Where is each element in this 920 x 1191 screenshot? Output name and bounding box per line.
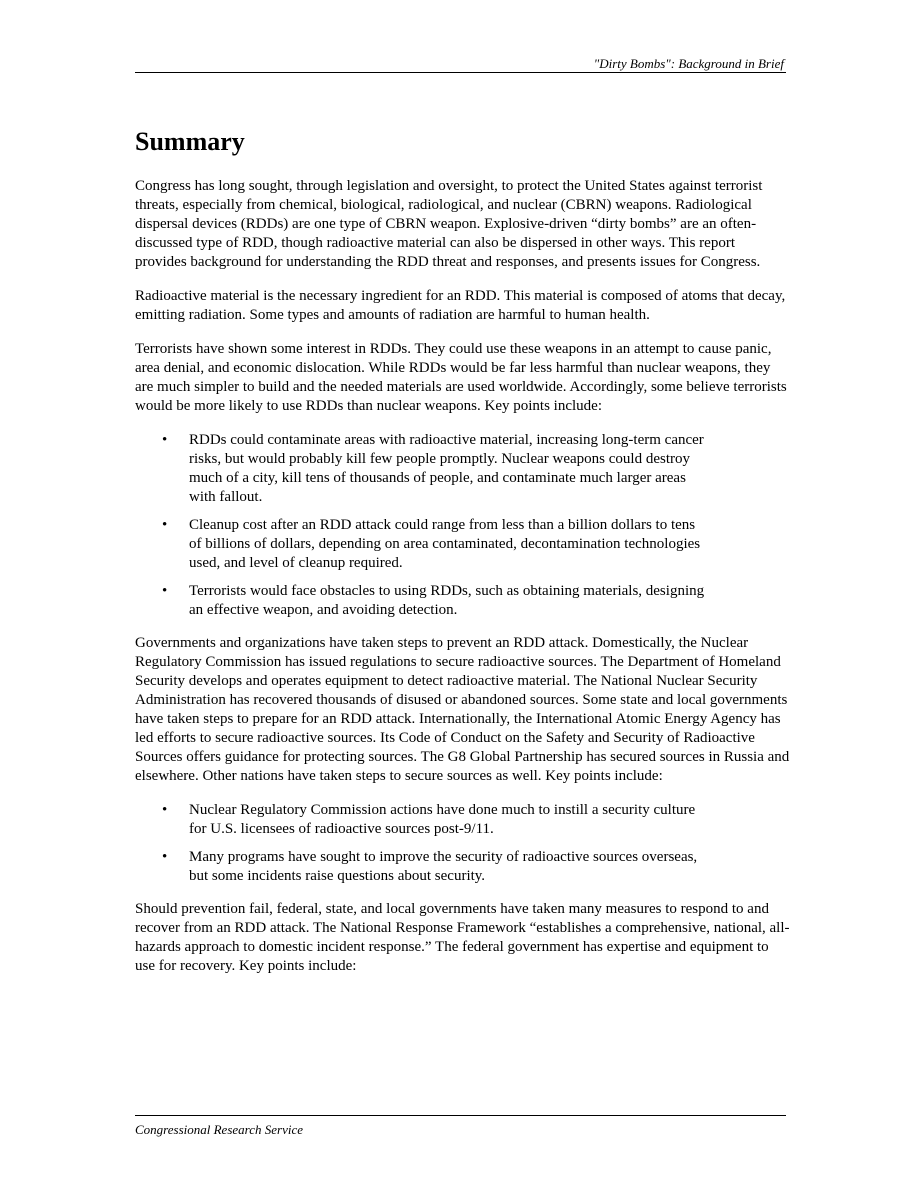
bullet-icon: • <box>162 432 168 448</box>
page-content <box>135 126 790 991</box>
list-item <box>135 431 709 507</box>
bullet-icon: • <box>162 849 168 865</box>
running-header <box>135 52 786 73</box>
list-item <box>135 582 709 620</box>
paragraph: Congress has long sought, through legislation and oversight, to protect the United States against terrorist threats, especially from chemical, biological, radiological, and nuclear (CBRN) weapons. Radiological dispersal devices (RDDs) are one type of CBRN weapon. Explosive-driven “dirty bombs” are an often-discussed type of RDD, though radioactive material can also be dispersed in other ways. This report provides background for understanding the RDD threat and responses, and presents issues for Congress. <box>135 178 763 270</box>
list-item-text: Cleanup cost after an RDD attack could range from less than a billion dollars to tens of billions of dollars, depending on area contaminated, decontamination technologies used, and level of cleanup required. <box>189 517 701 571</box>
footer-org: Congressional Research Service <box>135 1122 303 1137</box>
running-header-title: "Dirty Bombs": Background in Brief <box>593 56 784 71</box>
list-item-text: RDDs could contaminate areas with radioactive material, increasing long-term cancer risks, but would probably kill few people promptly. Nuclear weapons could destroy much of a city, kill tens of thousands of people, and contaminate much larger areas with fallout. <box>189 432 704 505</box>
list-item-text: Many programs have sought to improve the security of radioactive sources overseas, but some incidents raise questions about security. <box>189 849 698 884</box>
bullet-icon: • <box>162 517 168 533</box>
bullet-list-prevention <box>135 801 790 886</box>
paragraph: Should prevention fail, federal, state, and local governments have taken many measures to respond to and recover from an RDD attack. The National Response Framework “establishes a comprehensive, national, all-hazards approach to domestic incident response.” The federal government has expertise and equipment to use for recovery. Key points include: <box>135 901 790 974</box>
list-item <box>135 801 709 839</box>
bullet-list-threat <box>135 431 790 620</box>
list-item <box>135 848 709 886</box>
list-item-text: Nuclear Regulatory Commission actions have done much to instill a security culture for U.S. licensees of radioactive sources post-9/11. <box>189 802 696 837</box>
paragraph: Governments and organizations have taken steps to prevent an RDD attack. Domestically, the Nuclear Regulatory Commission has issued regulations to secure radioactive sources. The Department of Homeland Security develops and operates equipment to detect radioactive material. The National Nuclear Security Administration has recovered thousands of disused or abandoned sources. Some state and local governments have taken steps to prepare for an RDD attack. Internationally, the International Atomic Energy Agency has led efforts to secure radioactive sources. Its Code of Conduct on the Safety and Security of Radioactive Sources offers guidance for protecting sources. The G8 Global Partnership has secured sources in Russia and elsewhere. Other nations have taken steps to secure sources as well. Key points include: <box>135 635 790 784</box>
section-heading: Summary <box>135 127 245 156</box>
list-item <box>135 516 709 573</box>
bullet-icon: • <box>162 583 168 599</box>
paragraph: Radioactive material is the necessary ingredient for an RDD. This material is composed of atoms that decay, emitting radiation. Some types and amounts of radiation are harmful to human health. <box>135 288 786 323</box>
list-item-text: Terrorists would face obstacles to using RDDs, such as obtaining materials, designing an effective weapon, and avoiding detection. <box>189 583 705 618</box>
running-footer <box>135 1115 786 1138</box>
paragraph: Terrorists have shown some interest in RDDs. They could use these weapons in an attempt to cause panic, area denial, and economic dislocation. While RDDs would be far less harmful than nuclear weapons, they are much simpler to build and the needed materials are used worldwide. Accordingly, some believe terrorists would be more likely to use RDDs than nuclear weapons. Key points include: <box>135 341 787 414</box>
bullet-icon: • <box>162 802 168 818</box>
